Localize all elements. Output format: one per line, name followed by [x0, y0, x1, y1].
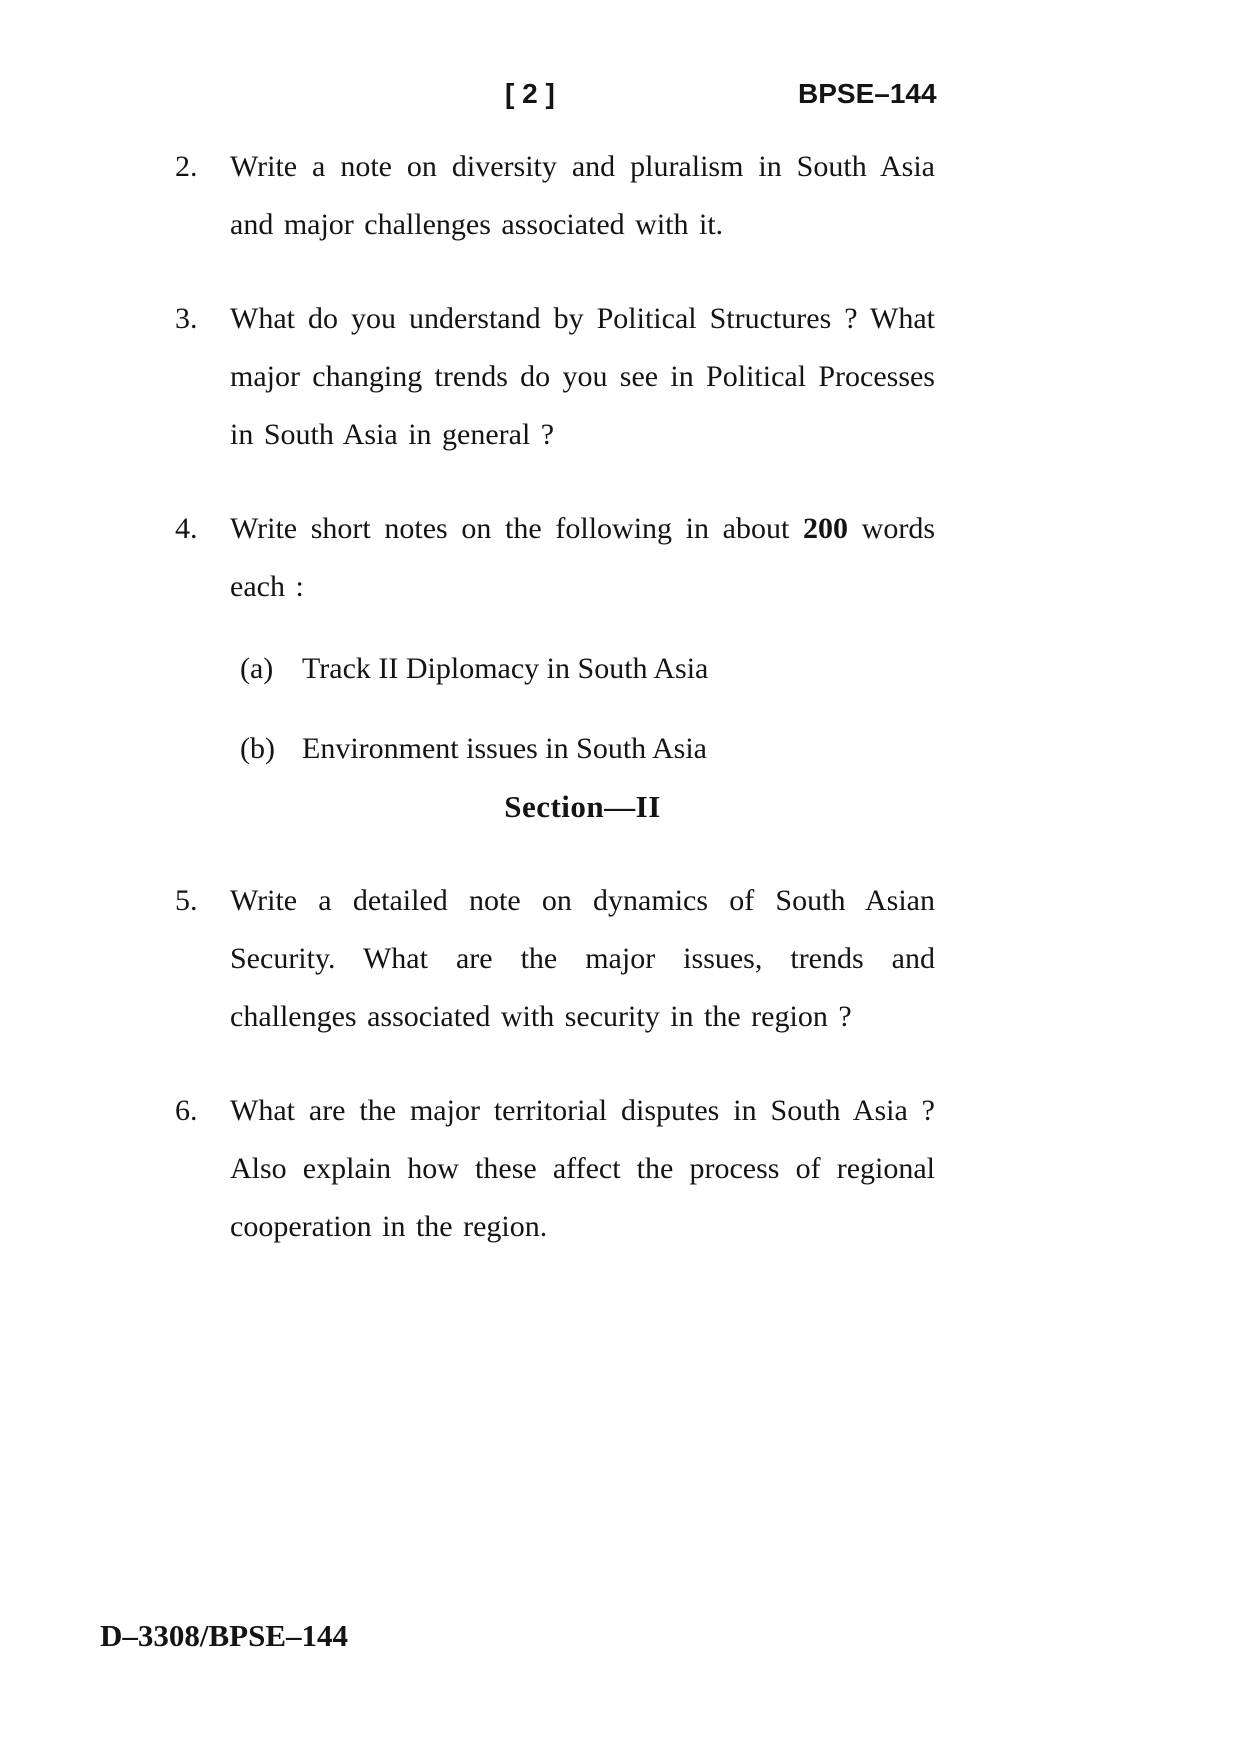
subitem-a: [240, 640, 935, 698]
question-2-number: 2.: [175, 150, 198, 183]
question-4-text-prefix: Write short notes on the following in about: [230, 512, 803, 545]
subitem-a-label: (a): [240, 652, 274, 685]
question-4: [175, 500, 935, 616]
question-2-text: Write a note on diversity and pluralism in South Asia and major challenges associated with it.: [230, 150, 935, 241]
subitem-b-label: (b): [240, 732, 275, 765]
subitem-b: [240, 720, 935, 778]
question-6-text: What are the major territorial disputes in South Asia ? Also explain how these affect the process of regional cooperation in the region.: [230, 1094, 935, 1243]
question-4-text-bold: 200: [803, 512, 848, 545]
question-3-text: What do you understand by Political Structures ? What major changing trends do you see in Political Processes in South Asia in general ?: [230, 302, 935, 451]
subitem-a-text: Track II Diplomacy in South Asia: [302, 652, 709, 685]
question-5: [175, 872, 935, 1046]
question-4-text: [230, 500, 935, 616]
question-2: [175, 138, 935, 254]
question-4-subitems: [240, 640, 935, 778]
page-number: [ 2 ]: [505, 78, 555, 109]
page-header: [0, 78, 1241, 114]
section-heading: Section—II: [504, 789, 661, 824]
question-6-number: 6.: [175, 1094, 198, 1127]
question-6: [175, 1082, 935, 1256]
question-3-number: 3.: [175, 302, 198, 335]
paper-code: D–3308/BPSE–144: [100, 1618, 349, 1653]
subitem-b-text: Environment issues in South Asia: [302, 732, 707, 765]
course-code: BPSE–144: [798, 78, 937, 109]
question-5-number: 5.: [175, 884, 198, 917]
question-5-text: Write a detailed note on dynamics of South Asian Security. What are the major issues, trends and challenges associated with security in the region ?: [230, 884, 935, 1033]
questions-list: [175, 138, 935, 1292]
page-footer: [100, 1616, 348, 1656]
question-4-text-suffix: words each :: [230, 512, 935, 603]
question-4-number: 4.: [175, 512, 198, 545]
question-3: [175, 290, 935, 464]
